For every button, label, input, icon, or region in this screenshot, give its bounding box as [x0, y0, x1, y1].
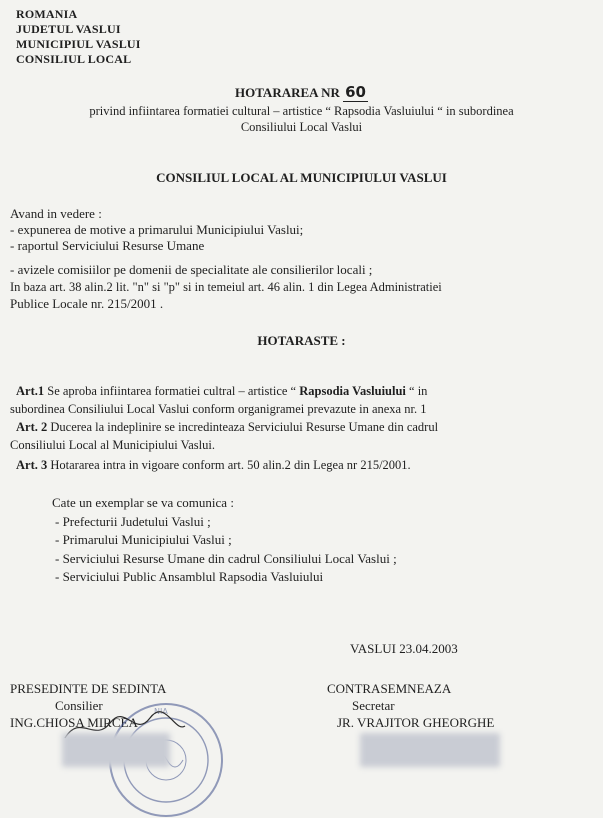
article-1 [16, 383, 427, 399]
article-2-line2: Consiliului Local al Municipiului Vaslui. [10, 438, 215, 452]
decides-heading: HOTARASTE : [257, 333, 346, 348]
decision-title [0, 84, 603, 101]
decision-title-prefix: HOTARAREA NR [235, 85, 340, 100]
header-line-country: ROMANIA [16, 7, 78, 21]
decision-number: 60 [345, 83, 366, 101]
legal-basis-line1: In baza art. 38 alin.2 lit. "n" si "p" si in temeiul art. 46 alin. 1 din Legea Administratiei [10, 280, 442, 294]
president-title: PRESEDINTE DE SEDINTA [10, 681, 167, 696]
consideration-item: - expunerea de motive a primarului Municipiului Vaslui; [10, 222, 304, 237]
place-date: VASLUI 23.04.2003 [350, 641, 458, 656]
decision-subtitle-line1: privind infiintarea formatiei cultural – artistice “ Rapsodia Vasluiului “ in subordinea [89, 104, 514, 118]
article-1-text: Se aproba infiintarea formatiei cultral – artistice “ [47, 384, 297, 398]
distribution-intro: Cate un exemplar se va comunica : [52, 495, 234, 510]
considerations-intro: Avand in vedere : [10, 206, 102, 221]
stamp-letters: NIA [154, 707, 168, 716]
article-2 [16, 419, 438, 435]
secretary-role: Secretar [352, 698, 395, 713]
decision-subtitle-line2: Consiliului Local Vaslui [240, 120, 363, 134]
article-3-label: Art. 3 [16, 458, 48, 472]
distribution-item: - Serviciului Public Ansamblul Rapsodia Vasluiului [55, 569, 324, 584]
distribution-item: - Serviciului Resurse Umane din cadrul Consiliului Local Vaslui ; [55, 551, 397, 566]
article-1-label: Art.1 [16, 384, 45, 398]
header-line-county: JUDETUL VASLUI [16, 22, 121, 36]
article-3-text: Hotararea intra in vigoare conform art. 50 alin.2 din Legea nr 215/2001. [50, 458, 411, 472]
redacted-signature-right [360, 733, 500, 767]
secretary-name: JR. VRAJITOR GHEORGHE [337, 715, 495, 730]
ensemble-name: Rapsodia Vasluiului [299, 384, 406, 398]
article-2-label: Art. 2 [16, 420, 48, 434]
president-role: Consilier [55, 698, 103, 713]
header-line-council: CONSILIUL LOCAL [16, 52, 132, 66]
article-1-text-end: “ in [409, 384, 428, 398]
header-line-municipality: MUNICIPIUL VASLUI [16, 37, 141, 51]
redacted-signature-left [62, 733, 170, 767]
president-name: ING.CHIOSA MIRCEA [10, 715, 138, 730]
council-heading: CONSILIUL LOCAL AL MUNICIPIULUI VASLUI [156, 170, 447, 185]
distribution-item: - Primarului Municipiului Vaslui ; [55, 532, 232, 547]
countersign-title: CONTRASEMNEAZA [327, 681, 452, 696]
article-2-text: Ducerea la indeplinire se incredinteaza Serviciului Resurse Umane din cadrul [50, 420, 439, 434]
legal-basis-line2: Publice Locale nr. 215/2001 . [10, 296, 164, 311]
article-3 [16, 457, 411, 473]
distribution-item: - Prefecturii Judetului Vaslui ; [55, 514, 211, 529]
consideration-item: - avizele comisiilor pe domenii de specialitate ale consilierilor locali ; [10, 262, 373, 277]
article-1-line2: subordinea Consiliului Local Vaslui conform organigramei prevazute in anexa nr. 1 [10, 402, 427, 416]
consideration-item: - raportul Serviciului Resurse Umane [10, 238, 205, 253]
